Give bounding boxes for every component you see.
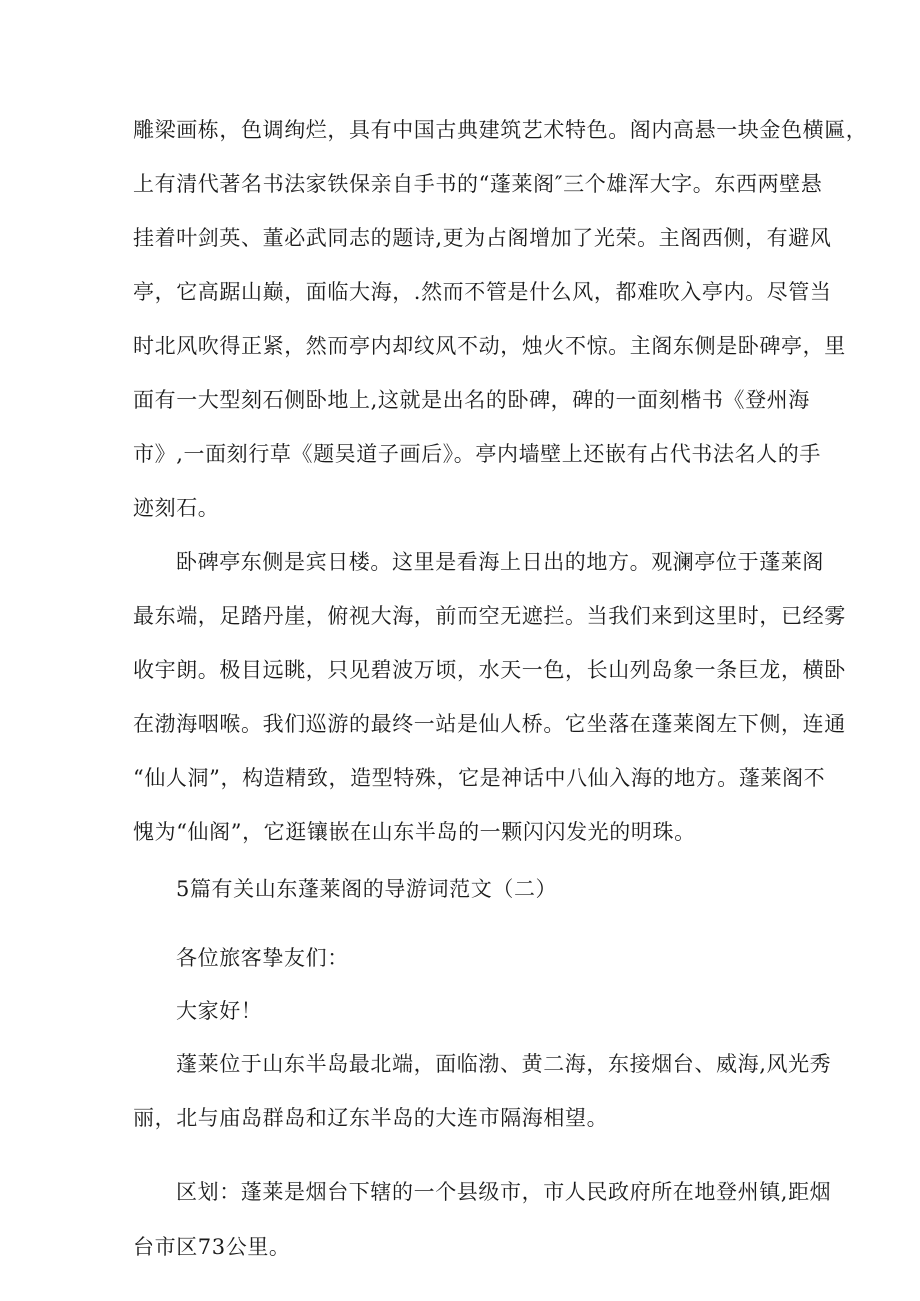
text-line: 丽，北与庙岛群岛和辽东半岛的大连市隔海相望。: [133, 1106, 609, 1130]
text-line: 时北风吹得正紧，然而亭内却纹风不动，烛火不惊。主阁东侧是卧碑亭，里: [133, 334, 846, 358]
text-line: 蓬莱位于山东半岛最北端，面临渤、黄二海，东接烟台、威海,风光秀: [176, 1052, 832, 1076]
text-line: 愧为“仙阁”，它逛镶嵌在山东半岛的一颗闪闪发光的明珠。: [133, 820, 696, 844]
text-line: 在渤海咽喉。我们巡游的最终一站是仙人桥。它坐落在蓬莱阁左下侧，连通: [133, 712, 846, 736]
greeting: 各位旅客挚友们：: [176, 946, 349, 970]
section-title: 5篇有关山东蓬莱阁的导游词范文（二）: [176, 877, 558, 901]
text-line: 上有清代著名书法家铁保亲自手书的“蓬莱阁″三个雄浑大字。东西两壁悬: [133, 172, 823, 196]
text-line: 收宇朗。极目远眺，只见碧波万顷，水天一色，长山列岛象一条巨龙，横卧: [133, 658, 846, 682]
text-line: 亭，它高踞山巅，面临大海，.然而不管是什么风，都难吹入亭内。尽管当: [133, 280, 832, 304]
text-line: 台市区73公里。: [133, 1235, 291, 1259]
hello-line: 大家好！: [176, 999, 263, 1023]
text-line: 挂着叶剑英、董必武同志的题诗,更为占阁增加了光荣。主阁西侧，有避风: [133, 226, 832, 250]
text-line: 最东端，足踏丹崖，俯视大海，前而空无遮拦。当我们来到这里时，已经雾: [133, 604, 846, 628]
text-line: 迹刻石。: [133, 496, 220, 520]
text-line: 雕梁画栋，色调绚烂，具有中国古典建筑艺术特色。阁内高悬一块金色横匾，: [133, 118, 868, 142]
text-line: “仙人洞”，构造精致，造型特殊，它是神话中八仙入海的地方。蓬莱阁不: [133, 766, 826, 790]
text-line: 卧碑亭东侧是宾日楼。这里是看海上日出的地方。观澜亭位于蓬莱阁: [176, 550, 824, 574]
text-line: 市》,一面刻行草《题吴道子画后》。亭内墙壁上还嵌有占代书法名人的手: [133, 442, 821, 466]
text-line: 面有一大型刻石侧卧地上,这就是出名的卧碑，碑的一面刻楷书《登州海: [133, 388, 810, 412]
text-line: 区划：蓬莱是烟台下辖的一个县级市，市人民政府所在地登州镇,距烟: [176, 1180, 832, 1204]
